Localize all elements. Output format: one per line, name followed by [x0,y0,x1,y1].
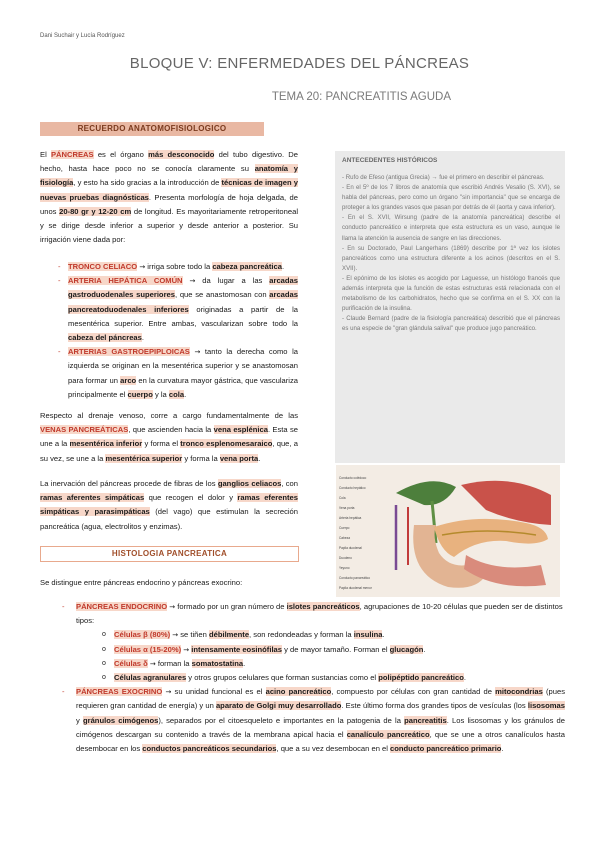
sidebar-item: - Rufo de Efeso (antigua Grecia) → fue el primero en describir el páncreas. [342,174,545,181]
histologia-list [40,600,565,756]
figure-label: Yeyuno [339,566,350,570]
arrow-icon: → [165,688,172,697]
list-item: o Células δ → forman la somatostatina. [40,657,565,671]
sidebar-item: - Claude Bernard (padre de la fisiología pancreática) describió que el páncreas es una especie de "gran glándula salival" que produce jugo pancreático. [342,315,560,333]
inervacion-paragraph: La inervación del páncreas procede de fibras de los ganglios celiacos, con ramas aferentes simpáticas que recogen el dolor y ramas eferentes simpáticas y parasimpáticas (del vago) que estimulan la secreción pancreática (agua, electrolitos y enzimas). [40,479,298,531]
term-pancreas: PÁNCREAS [50,150,94,159]
figure-label: Cuerpo [339,526,350,530]
sidebar-text [342,173,560,335]
irrigation-list [40,260,298,402]
figure-label: Cabeza [339,536,350,540]
list-item: - PÁNCREAS EXOCRINO → su unidad funcional es el acino pancreático, compuesto por células con gran cantidad de mitocondrias (pues requieren gran cantidad de energía) y un aparato de Golgi muy desarrollado. Este último forma dos grandes tipos de vesículas (los lisosomas y gránulos cimógenos), separados por el citoesqueleto e importantes en la patogenia de la pancreatitis. Los lisosomas y los gránulos de cimógenos descargan su contenido a través de la membrana apical hacia el canalículo pancreático, que se une a otros canalículos hasta desembocar en los conductos pancreáticos secundarios, que a su vez desembocan en el conducto pancreático primario. [40,685,565,756]
sidebar-item: - El epónimo de los islotes es acogido por Laguesse, un histólogo francés que además interpreta que la función de estas estructuras está relacionada con el metabolismo de los carbohidratos, hecho que se confirma en el S. XX con la purificación de la insulina. [342,274,560,313]
figure-label: Papila duodenal [339,546,362,550]
page-subtitle: TEMA 20: PANCREATITIS AGUDA [271,91,451,103]
arrow-icon: → [194,348,201,357]
drenaje-paragraph: Respecto al drenaje venoso, corre a cargo fundamentalmente de las VENAS PANCREÁTICAS, que ascienden hacia la vena esplénica. Esta se une a la mesentérica inferior y forma el tronco esplenomesaraico, que, a su vez, se une a la mesentérica superior y forma la vena porta. [40,411,299,463]
figure-label: Cola [339,496,346,500]
sidebar-title: ANTECEDENTES HISTÓRICOS [342,157,438,164]
figure-label: Conducto hepático [339,486,366,490]
list-item: o Células α (15-20%) → intensamente eosinófilas y de mayor tamaño. Forman el glucagón. [40,643,565,657]
section-header-recuerdo: RECUERDO ANATOMOFISIOLOGICO [40,122,264,136]
histologia-intro: Se distingue entre páncreas endocrino y páncreas exocrino: [40,578,243,587]
figure-label: Vena porta [339,506,355,510]
arrow-icon: → [183,645,190,654]
list-item: - PÁNCREAS ENDOCRINO → formado por un gran número de islotes pancreáticos, agrupaciones de 10-20 células que pueden ser de distintos tipos: [40,600,565,628]
recuerdo-intro: El PÁNCREAS es el órgano más desconocido del tubo digestivo. De hecho, hasta hace poco no se conocía claramente su anatomía y fisiología, y esto ha sido gracias a la introducción de técnicas de imagen y nuevas pruebas diagnósticas. Presenta morfología de hoja delgada, de unos 20-80 gr y 12-20 cm de longitud. Es mayoritariamente retroperitoneal y se dirige desde inferior a superior y desde anterior a posterior. Su irrigación viene dada por: [40,150,299,245]
arrow-icon: → [149,659,156,668]
list-item: - ARTERIAS GASTROEPIPLOICAS → tanto la derecha como la izquierda se originan en la mesentérica superior y se anastomosan para formar un arco en la curvatura mayor gástrica, que vasculariza principalmente el cuerpo y la cola. [40,345,298,402]
figure-label: Duodeno [339,556,352,560]
list-item: o Células β (80%) → se tiñen débilmente, son redondeadas y forman la insulina. [40,628,565,642]
sidebar-item: - En el S. XVII, Wirsung (padre de la anatomía pancreática) describe el conducto pancreático e interpreta que esta estructura es un vaso, aunque le llama la atención la ausencia de sangre en las direcciones. [342,214,560,242]
sidebar-item: - En su Doctorado, Paul Langerhans (1869) describe por 1ª vez los islotes pancreáticos como una estructura diferente a los acinos (descritos en el S. XVII). [342,244,560,272]
figure-label: Conducto pancreático [339,576,371,580]
sidebar-item: - En el 5º de los 7 libros de anatomía que escribió Andrés Vesalio (S. XVI), se habla del páncreas, pero como un órgano "sin importancia" que se encarga de proteger a los grandes vasos que pasan por detrás de él (aorta y cava inferior). [342,184,560,212]
figure-label: Arteria hepática [339,516,362,520]
arrow-icon: → [189,277,196,286]
authors: Dani Suchair y Lucía Rodríguez [40,33,125,39]
arrow-icon: → [139,263,146,271]
figure-label: Conducto colédoco [339,476,367,480]
page-title: BLOQUE V: ENFERMEDADES DEL PÁNCREAS [129,55,470,72]
arrow-icon: → [172,631,179,640]
section-header-histologia: HISTOLOGIA PANCREATICA [40,546,299,562]
list-item: - ARTERIA HEPÁTICA COMÚN → da lugar a las arcadas gastroduodenales superiores, que se anastomosan con arcadas pancreatoduodenales inferiores originadas a partir de la mesentérica superior. Entre ambas, vascularizan sobre todo la cabeza del páncreas. [40,274,298,345]
list-item: - TRONCO CELIACO → irriga sobre todo la cabeza pancreática. [40,260,298,274]
figure-label: Papila duodenal menor [339,586,372,590]
list-item: o Células agranulares y otros grupos celulares que forman sustancias como el polipéptido pancreático. [40,671,565,685]
arrow-icon: → [169,603,176,611]
